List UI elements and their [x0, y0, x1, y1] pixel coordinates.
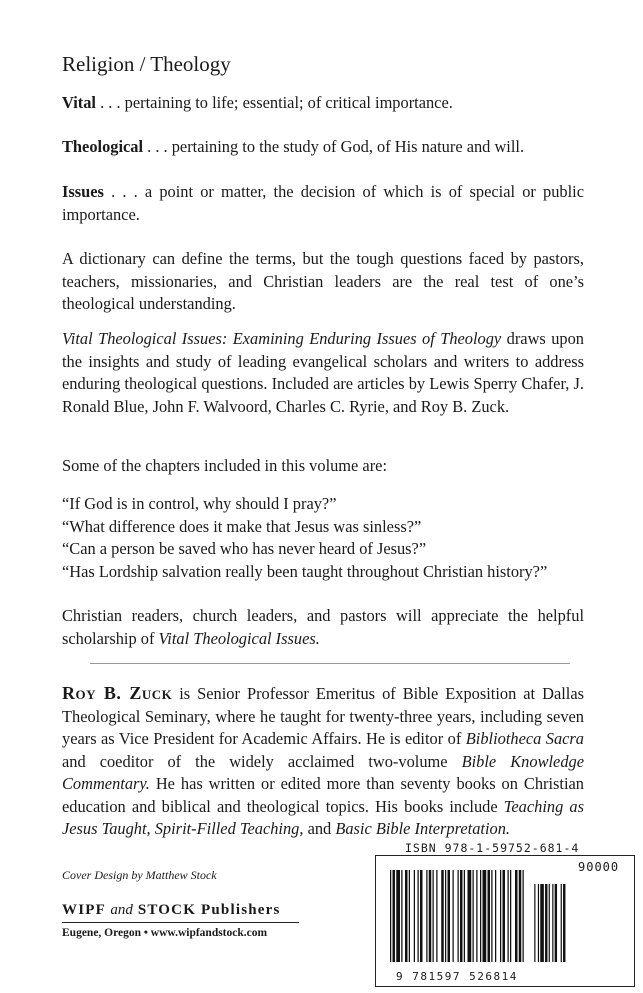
chapter-item: “Has Lordship salvation really been taught throughout Christian history?” [62, 561, 548, 581]
definition-vital [62, 92, 584, 115]
divider [90, 663, 570, 664]
definition-issues-text: . . . a point or matter, the decision of which is of special or public importance. [62, 182, 584, 224]
bio-book-1: Teaching as Jesus Taught, Spirit-Filled Teaching, [62, 796, 584, 838]
publisher-address: Eugene, Oregon • www.wipfandstock.com [62, 927, 268, 939]
barcode-digits: 9 781597 526814 [396, 970, 518, 983]
intro-paragraph: A dictionary can define the terms, but the tough questions faced by pastors, teachers, missionaries, and Christian leaders are the real test of one’s theological understanding. [62, 249, 584, 313]
summary-title: Vital Theological Issues: Examining Enduring Issues of Theology [62, 329, 502, 348]
closing-text: Christian readers, church leaders, and pastors will appreciate the helpful scholarship of [62, 606, 584, 648]
chapter-item: “Can a person be saved who has never heard of Jesus?” [62, 539, 427, 558]
definition-theological [62, 136, 584, 159]
chapters-intro: Some of the chapters included in this volume are: [62, 456, 387, 475]
publisher-name-2: STOCK Publishers [137, 902, 281, 918]
publisher-name-1: WIPF [62, 902, 106, 918]
closing-title: Vital Theological Issues. [158, 628, 320, 648]
closing-paragraph [62, 605, 584, 650]
publisher-and: and [110, 902, 133, 918]
publisher-rule [62, 922, 299, 923]
author-bio [62, 682, 584, 841]
chapter-list [62, 493, 547, 583]
summary-paragraph [62, 328, 584, 418]
bio-book-2: Basic Bible Interpretation. [335, 819, 510, 838]
bio-commentary: Bible Knowledge Commentary. [62, 751, 584, 793]
term-issues: Issues [62, 182, 104, 201]
term-theological: Theological [62, 137, 144, 156]
summary-text: draws upon the insights and study of leading evangelical scholars and writers to address enduring theological questions. Included are articles by Lewis Sperry Chafer, J. Ronald Blue, John F. Walvoord, Charles C. Ryrie, and Roy B. Zuck. [62, 329, 584, 416]
cover-credit: Cover Design by Matthew Stock [62, 868, 217, 882]
bio-text-2: and coeditor of the widely acclaimed two-volume [62, 751, 462, 771]
chapter-item: “What difference does it make that Jesus was sinless?” [62, 516, 422, 536]
category-label: Religion / Theology [62, 52, 231, 76]
bio-journal: Bibliotheca Sacra [465, 729, 584, 748]
definition-vital-text: . . . pertaining to life; essential; of critical importance. [96, 93, 453, 112]
isbn-label: ISBN 978-1-59752-681-4 [405, 841, 580, 855]
price-code: 90000 [578, 860, 620, 874]
chapter-item: “If God is in control, why should I pray?” [62, 494, 337, 513]
bio-text-3: He has written or edited more than seventy books on Christian education and biblical and theological topics. His books include [62, 774, 584, 816]
barcode-icon [390, 870, 630, 966]
term-vital: Vital [62, 93, 96, 112]
definition-issues [62, 181, 584, 226]
publisher-name [62, 902, 281, 919]
bio-text-4: and [303, 819, 336, 838]
definition-theological-text: . . . pertaining to the study of God, of His nature and will. [143, 137, 525, 156]
author-name: Roy B. Zuck [62, 683, 173, 703]
bio-text-1: is Senior Professor Emeritus of Bible Exposition at Dallas Theological Seminary, where he taught for twenty-three years, including seven years as Vice President for Academic Affairs. He is editor of [62, 684, 584, 748]
